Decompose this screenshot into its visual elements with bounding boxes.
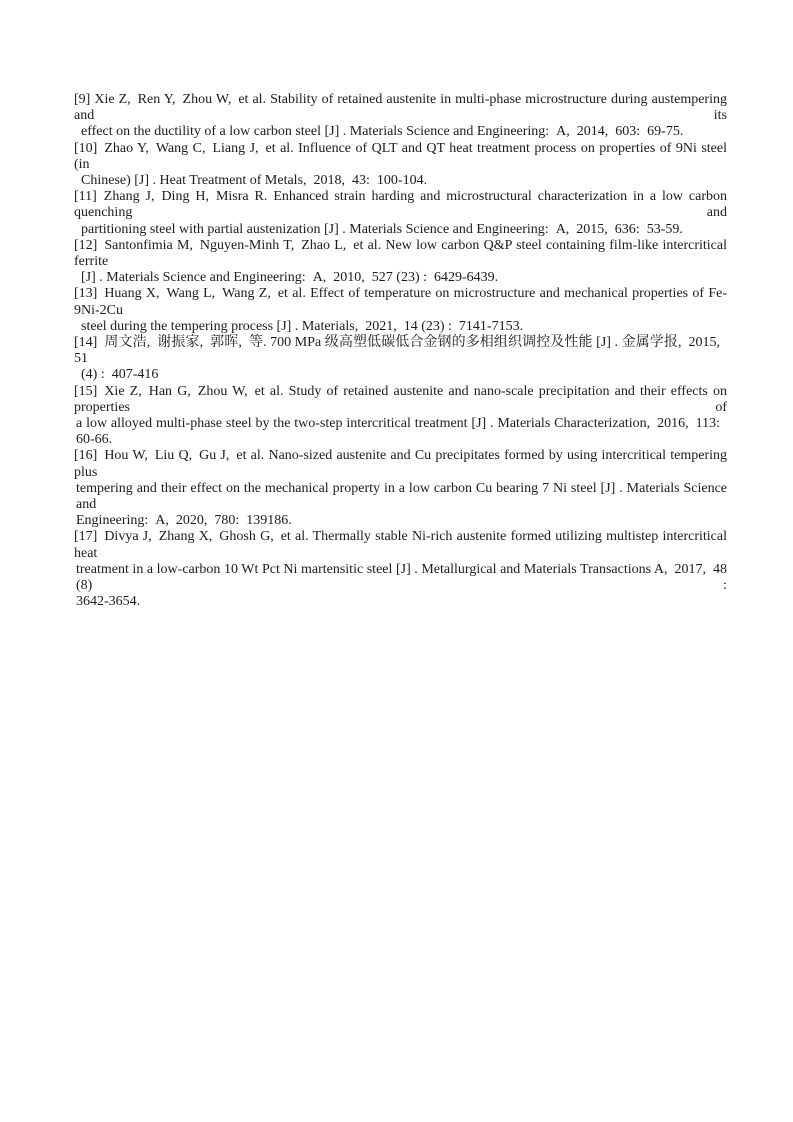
reference-entry-11 xyxy=(74,189,727,238)
reference-line: [16] Hou W, Liu Q, Gu J, et al. Nano-sized austenite and Cu precipitates formed by using intercritical tempering plus xyxy=(74,448,727,480)
reference-line: steel during the tempering process [J] . Materials, 2021, 14 (23) : 7141-7153. xyxy=(81,318,524,334)
reference-line: [12] Santonfimia M, Nguyen-Minh T, Zhao L, et al. New low carbon Q&P steel containing film-like intercritical ferrite xyxy=(74,237,727,270)
reference-line: [11] Zhang J, Ding H, Misra R. Enhanced strain harding and microstructural characterization in a low carbon quenching and xyxy=(74,189,727,221)
reference-entry-10 xyxy=(74,141,727,190)
reference-line: 3642-3654. xyxy=(76,594,141,610)
reference-line: [10] Zhao Y, Wang C, Liang J, et al. Influence of QLT and QT heat treatment process on properties of 9Ni steel (in xyxy=(74,140,727,172)
reference-entry-15 xyxy=(74,384,727,449)
reference-entry-16 xyxy=(74,448,727,529)
reference-line: effect on the ductility of a low carbon steel [J] . Materials Science and Engineering: A, 2014, 603: 69-75. xyxy=(81,124,684,140)
reference-line: [J] . Materials Science and Engineering: A, 2010, 527 (23) : 6429-6439. xyxy=(81,270,499,286)
reference-line: [17] Divya J, Zhang X, Ghosh G, et al. Thermally stable Ni-rich austenite formed utilizing multistep intercritical heat xyxy=(74,529,727,561)
reference-line: [15] Xie Z, Han G, Zhou W, et al. Study of retained austenite and nano-scale precipitation and their effects on properties of xyxy=(74,383,727,415)
reference-line: Engineering: A, 2020, 780: 139186. xyxy=(76,513,292,529)
reference-line: tempering and their effect on the mechanical property in a low carbon Cu bearing 7 Ni steel [J] . Materials Science and xyxy=(76,480,727,513)
reference-entry-13 xyxy=(74,286,727,335)
reference-line: partitioning steel with partial austenization [J] . Materials Science and Engineering: A, 2015, 636: 53-59. xyxy=(81,221,683,237)
reference-entry-12 xyxy=(74,238,727,287)
reference-line: [9] Xie Z, Ren Y, Zhou W, et al. Stability of retained austenite in multi-phase microstructure during austempering and its xyxy=(74,92,727,124)
reference-line: [13] Huang X, Wang L, Wang Z, et al. Effect of temperature on microstructure and mechanical properties of Fe-9Ni-2Cu xyxy=(74,286,727,318)
reference-line: Chinese) [J] . Heat Treatment of Metals, 2018, 43: 100-104. xyxy=(81,173,428,189)
reference-line: [14] 周文浩, 谢振家, 郭晖, 等. 700 MPa 级高塑低碳低合金钢的多相组织调控及性能 [J] . 金属学报, 2015, 51 xyxy=(74,335,727,367)
reference-line: treatment in a low-carbon 10 Wt Pct Ni martensitic steel [J] . Metallurgical and Materials Transactions A, 2017, 48 (8) : xyxy=(76,561,727,594)
reference-line: a low alloyed multi-phase steel by the two-step intercritical treatment [J] . Materials Characterization, 2016, 113: 60-66. xyxy=(76,416,727,448)
reference-entry-17 xyxy=(74,529,727,610)
reference-line: (4) : 407-416 xyxy=(81,367,159,383)
reference-entry-9 xyxy=(74,92,727,141)
reference-entry-14 xyxy=(74,335,727,384)
references-list xyxy=(74,92,727,611)
